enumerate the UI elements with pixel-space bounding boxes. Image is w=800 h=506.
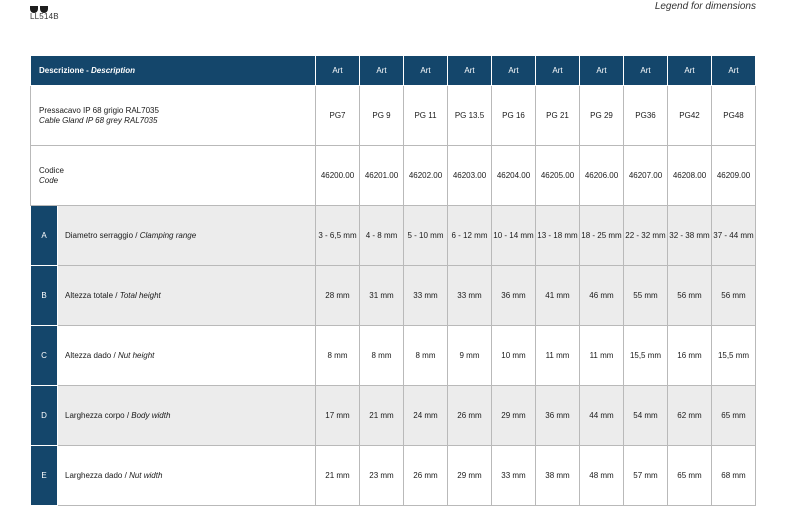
value-cell: 21 mm (316, 446, 360, 506)
value-cell: 32 - 38 mm (668, 206, 712, 266)
table-row-body-width (31, 386, 756, 446)
value-cell: 8 mm (316, 326, 360, 386)
size-cell: PG 9 (360, 86, 404, 146)
art-header: Art (624, 56, 668, 86)
value-cell: 4 - 8 mm (360, 206, 404, 266)
dimension-letter: C (31, 326, 58, 386)
code-cell: 46209.00 (712, 146, 756, 206)
size-cell: PG36 (624, 86, 668, 146)
value-cell: 56 mm (712, 266, 756, 326)
value-cell: 28 mm (316, 266, 360, 326)
table-row-nut-height (31, 326, 756, 386)
dimension-letter: A (31, 206, 58, 266)
code-cell: 46206.00 (580, 146, 624, 206)
code-cell: 46204.00 (492, 146, 536, 206)
art-header: Art (448, 56, 492, 86)
value-cell: 5 - 10 mm (404, 206, 448, 266)
code-cell: 46200.00 (316, 146, 360, 206)
value-cell: 29 mm (492, 386, 536, 446)
value-cell: 26 mm (448, 386, 492, 446)
size-cell: PG 11 (404, 86, 448, 146)
product-row (31, 86, 756, 146)
value-cell: 38 mm (536, 446, 580, 506)
product-description: Pressacavo IP 68 grigio RAL7035 Cable Gland IP 68 grey RAL7035 (31, 86, 316, 146)
description-header: Descrizione - Description (31, 56, 316, 86)
value-cell: 13 - 18 mm (536, 206, 580, 266)
value-cell: 3 - 6,5 mm (316, 206, 360, 266)
size-cell: PG48 (712, 86, 756, 146)
value-cell: 29 mm (448, 446, 492, 506)
value-cell: 11 mm (580, 326, 624, 386)
value-cell: 46 mm (580, 266, 624, 326)
size-cell: PG 16 (492, 86, 536, 146)
dimension-label: Larghezza dado / Nut width (58, 446, 316, 506)
table-header-row (31, 56, 756, 86)
table-row-total-height (31, 266, 756, 326)
value-cell: 44 mm (580, 386, 624, 446)
size-cell: PG7 (316, 86, 360, 146)
spec-table (30, 55, 756, 506)
art-header: Art (580, 56, 624, 86)
code-cell: 46202.00 (404, 146, 448, 206)
art-header: Art (668, 56, 712, 86)
value-cell: 10 - 14 mm (492, 206, 536, 266)
brand-logo (30, 0, 50, 7)
dimension-letter: E (31, 446, 58, 506)
dimension-label: Larghezza corpo / Body width (58, 386, 316, 446)
art-header: Art (536, 56, 580, 86)
value-cell: 17 mm (316, 386, 360, 446)
art-header: Art (492, 56, 536, 86)
value-cell: 37 - 44 mm (712, 206, 756, 266)
value-cell: 18 - 25 mm (580, 206, 624, 266)
legend-note: Legend for dimensions (654, 1, 756, 12)
value-cell: 68 mm (712, 446, 756, 506)
code-cell: 46203.00 (448, 146, 492, 206)
value-cell: 8 mm (404, 326, 448, 386)
value-cell: 21 mm (360, 386, 404, 446)
value-cell: 48 mm (580, 446, 624, 506)
dimension-letter: D (31, 386, 58, 446)
table-row-nut-width (31, 446, 756, 506)
value-cell: 54 mm (624, 386, 668, 446)
art-header: Art (360, 56, 404, 86)
value-cell: 41 mm (536, 266, 580, 326)
value-cell: 33 mm (404, 266, 448, 326)
size-cell: PG 13.5 (448, 86, 492, 146)
value-cell: 36 mm (492, 266, 536, 326)
value-cell: 9 mm (448, 326, 492, 386)
value-cell: 33 mm (492, 446, 536, 506)
value-cell: 23 mm (360, 446, 404, 506)
value-cell: 11 mm (536, 326, 580, 386)
dimension-label: Diametro serraggio / Clamping range (58, 206, 316, 266)
value-cell: 15,5 mm (624, 326, 668, 386)
dimension-letter: B (31, 266, 58, 326)
code-description: Codice Code (31, 146, 316, 206)
value-cell: 15,5 mm (712, 326, 756, 386)
value-cell: 22 - 32 mm (624, 206, 668, 266)
size-cell: PG 29 (580, 86, 624, 146)
size-cell: PG 21 (536, 86, 580, 146)
code-row (31, 146, 756, 206)
value-cell: 55 mm (624, 266, 668, 326)
table-row-clamping-range (31, 206, 756, 266)
value-cell: 57 mm (624, 446, 668, 506)
value-cell: 65 mm (712, 386, 756, 446)
value-cell: 26 mm (404, 446, 448, 506)
value-cell: 31 mm (360, 266, 404, 326)
art-header: Art (712, 56, 756, 86)
document-code: LL514B (30, 12, 59, 21)
value-cell: 24 mm (404, 386, 448, 446)
code-cell: 46207.00 (624, 146, 668, 206)
code-cell: 46201.00 (360, 146, 404, 206)
size-cell: PG42 (668, 86, 712, 146)
value-cell: 65 mm (668, 446, 712, 506)
value-cell: 33 mm (448, 266, 492, 326)
value-cell: 10 mm (492, 326, 536, 386)
art-header: Art (404, 56, 448, 86)
code-cell: 46208.00 (668, 146, 712, 206)
value-cell: 6 - 12 mm (448, 206, 492, 266)
dimension-label: Altezza dado / Nut height (58, 326, 316, 386)
value-cell: 62 mm (668, 386, 712, 446)
code-cell: 46205.00 (536, 146, 580, 206)
art-header: Art (316, 56, 360, 86)
dimension-label: Altezza totale / Total height (58, 266, 316, 326)
value-cell: 56 mm (668, 266, 712, 326)
value-cell: 16 mm (668, 326, 712, 386)
value-cell: 36 mm (536, 386, 580, 446)
value-cell: 8 mm (360, 326, 404, 386)
